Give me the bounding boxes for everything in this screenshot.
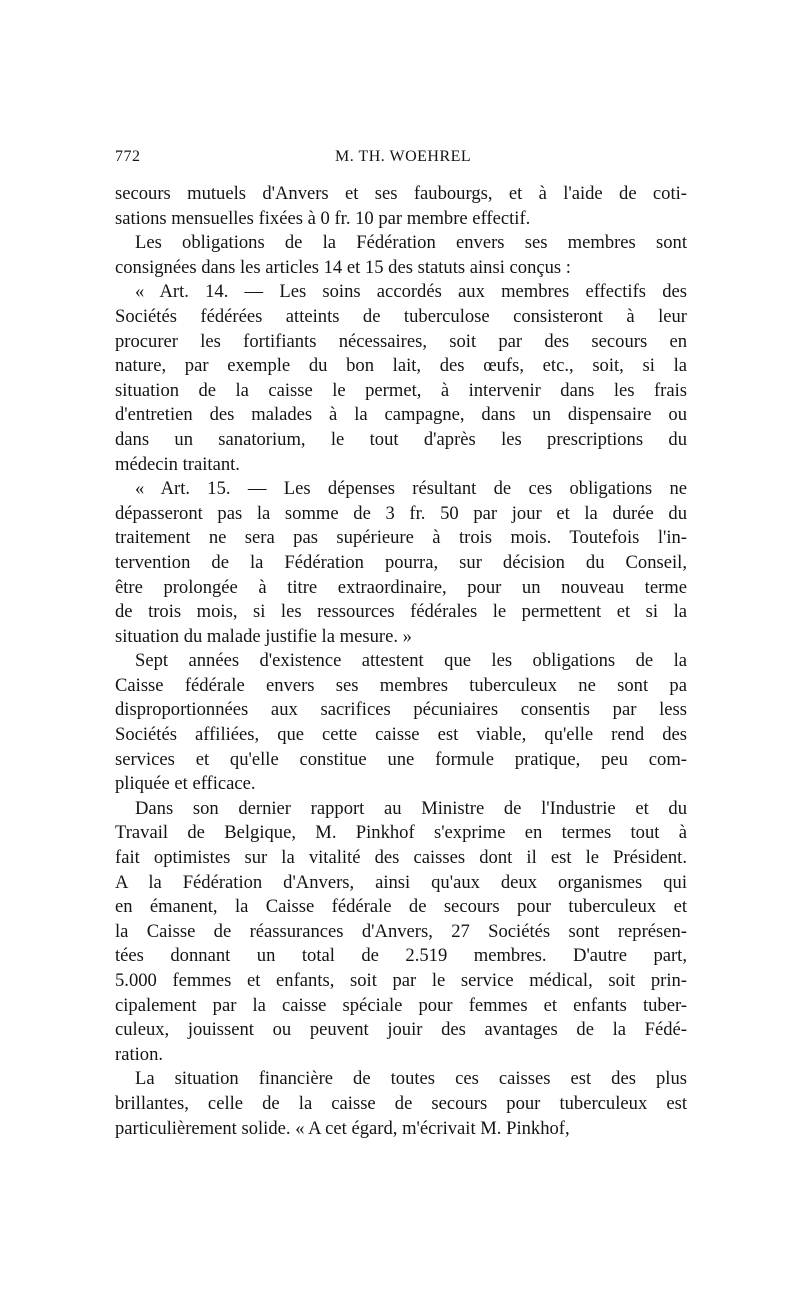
body-text [115,182,687,1141]
text-line: sations mensuelles fixées à 0 fr. 10 par membre effectif. [115,207,531,229]
text-line: « Art. 14. — Les soins accordés aux membres effectifs des [135,281,687,303]
text-line: médecin traitant. [115,453,240,475]
text-line: dépasseront pas la somme de 3 fr. 50 par jour et la durée du [115,502,687,524]
text-line: culeux, jouissent ou peuvent jouir des avantages de la Fédé- [115,1019,687,1041]
text-line: d'entretien des malades à la campagne, dans un dispensaire ou [115,404,687,426]
text-line: secours mutuels d'Anvers et ses faubourgs, et à l'aide de coti- [115,183,687,204]
text-line: pliquée et efficace. [115,773,256,795]
text-line: être prolongée à titre extraordinaire, pour un nouveau terme [115,576,687,598]
text-line: « Art. 15. — Les dépenses résultant de ces obligations ne [135,478,687,500]
text-line: brillantes, celle de la caisse de secours pour tuberculeux est [115,1092,687,1114]
text-line: A la Fédération d'Anvers, ainsi qu'aux deux organismes qui [115,871,687,893]
text-line: traitement ne sera pas supérieure à trois mois. Toutefois l'in- [115,527,687,549]
text-line: services et qu'elle constitue une formule pratique, peu com- [115,748,687,770]
text-line: Sociétés fédérées atteints de tuberculose consisteront à leur [115,305,687,327]
running-header [115,148,687,172]
text-line: Caisse fédérale envers ses membres tuberculeux ne sont pa [115,674,687,696]
text-line: en émanent, la Caisse fédérale de secours pour tuberculeux et [115,896,687,918]
text-line: cipalement par la caisse spéciale pour femmes et enfants tuber- [115,994,687,1016]
text-line: nature, par exemple du bon lait, des œufs, etc., soit, si la [115,355,687,377]
text-line: 5.000 femmes et enfants, soit par le service médical, soit prin- [115,970,687,991]
running-title: M. TH. WOEHREL [335,148,472,165]
text-line: Dans son dernier rapport au Ministre de l'Industrie et du [135,797,687,819]
text-line: ration. [115,1043,164,1065]
text-line: La situation financière de toutes ces caisses est des plus [135,1068,687,1090]
text-line: dans un sanatorium, le tout d'après les prescriptions du [115,428,687,450]
text-line: la Caisse de réassurances d'Anvers, 27 Sociétés sont représen- [115,920,687,942]
text-line: Les obligations de la Fédération envers ses membres sont [135,232,687,254]
text-line: Sociétés affiliées, que cette caisse est viable, qu'elle rend des [115,724,687,746]
text-line: disproportionnées aux sacrifices pécuniaires consentis par less [115,699,687,721]
text-line: procurer les fortifiants nécessaires, soit par des secours en [115,330,687,352]
page-number: 772 [115,148,141,165]
text-line: particulièrement solide. « A cet égard, m'écrivait M. Pinkhof, [115,1117,570,1139]
text-line: tées donnant un total de 2.519 membres. D'autre part, [115,945,687,967]
text-line: situation de la caisse le permet, à intervenir dans les frais [115,379,687,401]
text-line: Travail de Belgique, M. Pinkhof s'exprime en termes tout à [115,822,687,844]
text-line: fait optimistes sur la vitalité des caisses dont il est le Président. [115,847,687,869]
text-line: tervention de la Fédération pourra, sur décision du Conseil, [115,551,687,573]
text-line: consignées dans les articles 14 et 15 des statuts ainsi conçus : [115,256,571,278]
text-line: situation du malade justifie la mesure. » [115,625,412,647]
text-line: Sept années d'existence attestent que les obligations de la [135,650,687,672]
text-line: de trois mois, si les ressources fédérales le permettent et si la [115,601,687,623]
